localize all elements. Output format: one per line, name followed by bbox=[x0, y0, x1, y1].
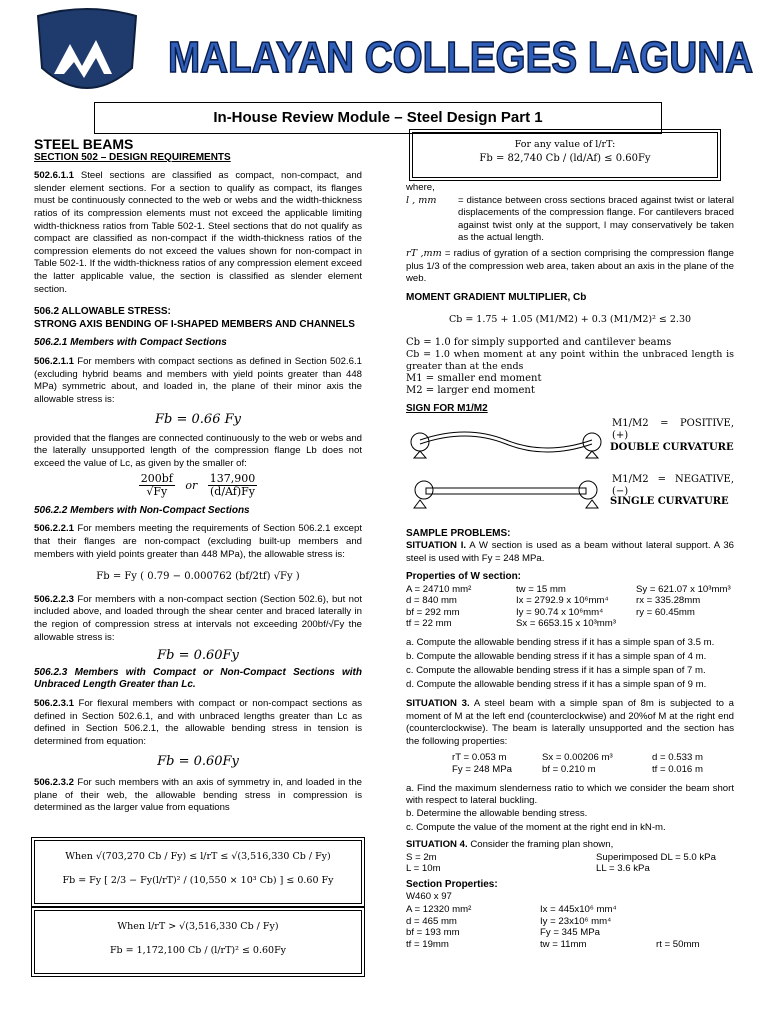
situation-3-properties: rT = 0.053 m Sx = 0.00206 m³ d = 0.533 m Fy = 248 MPa bf = 0.210 m tf = 0.016 m bbox=[452, 752, 703, 775]
box2-when: When l/rT > √(3,516,330 Cb / Fy) bbox=[117, 921, 279, 932]
def-rt: rT ,mm = radius of gyration of a section comprising the compression flange plus 1/3 of the compression web area, taken about an axis in the plane of the web. bbox=[406, 247, 735, 285]
question-1d: d. Compute the allowable bending stress if it has a simple span of 9 m. bbox=[406, 678, 707, 690]
box1-equation: Fb = Fy [ 2/3 − Fy(l/rT)² / (10,550 × 10³ Cb) ] ≤ 0.60 Fy bbox=[62, 875, 334, 886]
school-name: MALAYAN COLLEGES LAGUNA bbox=[168, 33, 753, 82]
situation-1-questions bbox=[406, 636, 734, 692]
question-1c: c. Compute the allowable bending stress if it has a simple span of 7 m. bbox=[406, 664, 706, 676]
box-equation: Fb = 82,740 Cb / (ld/Af) ≤ 0.60Fy bbox=[479, 153, 651, 164]
box2-equation: Fb = 1,172,100 Cb / (l/rT)² ≤ 0.60Fy bbox=[109, 945, 287, 956]
single-curvature-diagram bbox=[406, 472, 606, 512]
where-label: where, bbox=[406, 182, 435, 193]
w-properties-table: A = 24710 mm² tw = 15 mm Sy = 621.07 x 10³mm³ d = 840 mm Ix = 2792.9 x 10⁶mm⁴ rx = 335.28mm bf = 292 mm Iy = 90.74 x 10⁶mm⁴ ry = 60.45mm tf = 22 mm Sx = 6653.15 x 10³mm³ bbox=[406, 583, 731, 630]
para-506232: 506.2.3.2 For such members with an axis of symmetry in, and loaded in the plane of their web, the allowable bending stress in compression is determined as the larger value from equations bbox=[34, 776, 362, 814]
cb-equation: Cb = 1.75 + 1.05 (M1/M2) + 0.3 (M1/M2)² ≤ 2.30 bbox=[448, 314, 692, 326]
situation-3: SITUATION 3. A steel beam with a simple span of 8m is subjected to a moment of M at the left end (counterclockwise) and 20%of M at the right end (counterclockwise). The beam is laterally unsupported and the section has the following properties: bbox=[406, 697, 734, 747]
section-title: STEEL BEAMS bbox=[34, 136, 134, 152]
situation-1: SITUATION I. A W section is used as a beam without lateral support. A 36 steel is used with Fy = 248 MPa. bbox=[406, 540, 734, 564]
def-l: l , mm = distance between cross sections braced against twist or lateral displacements of the compression flange. For cantilevers braced against twist only at the support, l may conservatively be taken as the actual length. bbox=[406, 194, 734, 244]
double-curvature-diagram bbox=[406, 420, 606, 460]
college-logo bbox=[34, 8, 140, 104]
lc-equation: $\frac{200bf}{√Fy}$ or $\frac{137,900}{(d/Af)Fy}$ bbox=[140, 471, 256, 499]
section-properties-heading: Section Properties: bbox=[406, 878, 498, 890]
any-value-box bbox=[412, 132, 718, 178]
box1-when: When √(703,270 Cb / Fy) ≤ l/rT ≤ √(3,516,330 Cb / Fy) bbox=[65, 851, 331, 862]
para-502611: 502.6.1.1 Steel sections are classified as compact, non-compact, and slender element sections. For a section to qualify as compact, its flanges must be continuously connected to the web or webs and the width-thickness ratios of its compression elements must not exceed the applicable limiting width-thickness ratios from Table 502-1. Steel sections that do not qualify as compact are classified as non-compact if the width-thickness ratios of the compression elements do not exceed the values shown for non-compact in Table 502-1. If the width-thickness ratios of any compression element exceed the latter applicable value, the section is classified as slender element section. bbox=[34, 170, 362, 295]
sign-heading: SIGN FOR M1/M2 bbox=[406, 402, 488, 414]
box-title: For any value of l/rT: bbox=[514, 139, 616, 150]
para-provided: provided that the flanges are connected continuously to the web or webs and the laterally unsupported length of the compression flange Lb does not exceed the value of Lc, as given by the smaller of: bbox=[34, 432, 362, 470]
question-1a: a. Compute the allowable bending stress if it has a simple span of 3.5 m. bbox=[406, 636, 715, 648]
para-506231: 506.2.3.1 For flexural members with compact or non-compact sections as defined in Section 502.6.1, and with unbraced lengths greater than Lc as defined in Section 506.2.1, the allowable bending stress in tension is determined from equation: bbox=[34, 697, 362, 747]
heading-5062: 506.2 ALLOWABLE STRESS: bbox=[34, 306, 171, 318]
equation-noncompact: Fb = Fy ( 0.79 − 0.000762 (bf/2tf) √Fy ) bbox=[96, 571, 300, 583]
equation-060a: Fb = 0.60Fy bbox=[157, 648, 239, 664]
sign-positive: M1/M2 = POSITIVE, (+) bbox=[612, 417, 734, 442]
heading-50623: 506.2.3 Members with Compact or Non-Compact Sections with Unbraced Length Greater than Lc. bbox=[34, 666, 362, 691]
sign-negative: M1/M2 = NEGATIVE, (−) bbox=[612, 473, 734, 498]
curvature-diagrams bbox=[406, 416, 734, 520]
double-curvature-label: DOUBLE CURVATURE bbox=[610, 441, 734, 453]
situation-3-questions bbox=[406, 783, 734, 835]
module-title: In-House Review Module – Steel Design Part 1 bbox=[94, 102, 662, 134]
equation-066: Fb = 0.66 Fy bbox=[155, 412, 241, 428]
m1-definition: M1 = smaller end moment bbox=[406, 372, 542, 384]
para-506223: 506.2.2.3 For members with a non-compact section (Section 502.6), but not included above, and loaded through the shear center and braced laterally in the region of compression stress at intervals not exceeding 200bf/√Fy the allowable stress is: bbox=[34, 593, 362, 643]
situation-4: SITUATION 4. Consider the framing plan shown, bbox=[406, 839, 614, 851]
equation-box-2 bbox=[34, 910, 362, 974]
para-506211: 506.2.1.1 For members with compact sections as defined in Section 502.6.1 (excluding hybrid beams and members with yield points greater than 448 MPa) symmetric about, and loaded in, the plane of their minor axis the allowable stress is: bbox=[34, 355, 362, 405]
heading-5062-sub: STRONG AXIS BENDING OF I-SHAPED MEMBERS AND CHANNELS bbox=[34, 318, 355, 330]
single-curvature-label: SINGLE CURVATURE bbox=[610, 495, 729, 507]
left-column bbox=[34, 138, 362, 815]
equation-060b: Fb = 0.60Fy bbox=[157, 754, 239, 770]
situation-4-loads: S = 2m Superimposed DL = 5.0 kPa L = 10m LL = 3.6 kPa bbox=[406, 851, 716, 875]
heading-50622: 506.2.2 Members with Non-Compact Sections bbox=[34, 504, 250, 516]
w460-label: W460 x 97 bbox=[406, 891, 452, 903]
cb-note-2: Cb = 1.0 when moment at any point within the unbraced length is greater than at the ends bbox=[406, 348, 734, 372]
para-506221: 506.2.2.1 For members meeting the requirements of Section 506.2.1 except that their flanges are non-compact (excluding built-up members and members with yield points greater than 448 MPa), the allowable stress is: bbox=[34, 523, 362, 560]
moment-gradient-heading: MOMENT GRADIENT MULTIPLIER, Cb bbox=[406, 291, 587, 303]
equation-box-1 bbox=[34, 840, 362, 904]
question-1b: b. Compute the allowable bending stress if it has a simple span of 4 m. bbox=[406, 650, 707, 662]
question-3b: b. Determine the allowable bending stress. bbox=[406, 808, 588, 820]
right-column bbox=[406, 182, 734, 950]
section-502-heading: SECTION 502 – DESIGN REQUIREMENTS bbox=[34, 151, 231, 163]
sample-problems-heading: SAMPLE PROBLEMS: bbox=[406, 527, 511, 539]
w-properties-heading: Properties of W section: bbox=[406, 571, 522, 583]
school-name-banner bbox=[160, 24, 760, 84]
question-3a: a. Find the maximum slenderness ratio to which we consider the beam short with respect to lateral buckling. bbox=[406, 783, 734, 807]
situation-4-properties: A = 12320 mm² Ix = 445x10⁶ mm⁴ d = 465 mm Iy = 23x10⁶ mm⁴ bf = 193 mm Fy = 345 MPa tf = 19mm tw = 11mm rt = 50mm bbox=[406, 904, 700, 950]
m2-definition: M2 = larger end moment bbox=[406, 384, 535, 396]
heading-50621: 506.2.1 Members with Compact Sections bbox=[34, 337, 227, 349]
cb-note-1: Cb = 1.0 for simply supported and cantilever beams bbox=[406, 336, 672, 348]
question-3c: c. Compute the value of the moment at the right end in kN-m. bbox=[406, 822, 666, 834]
